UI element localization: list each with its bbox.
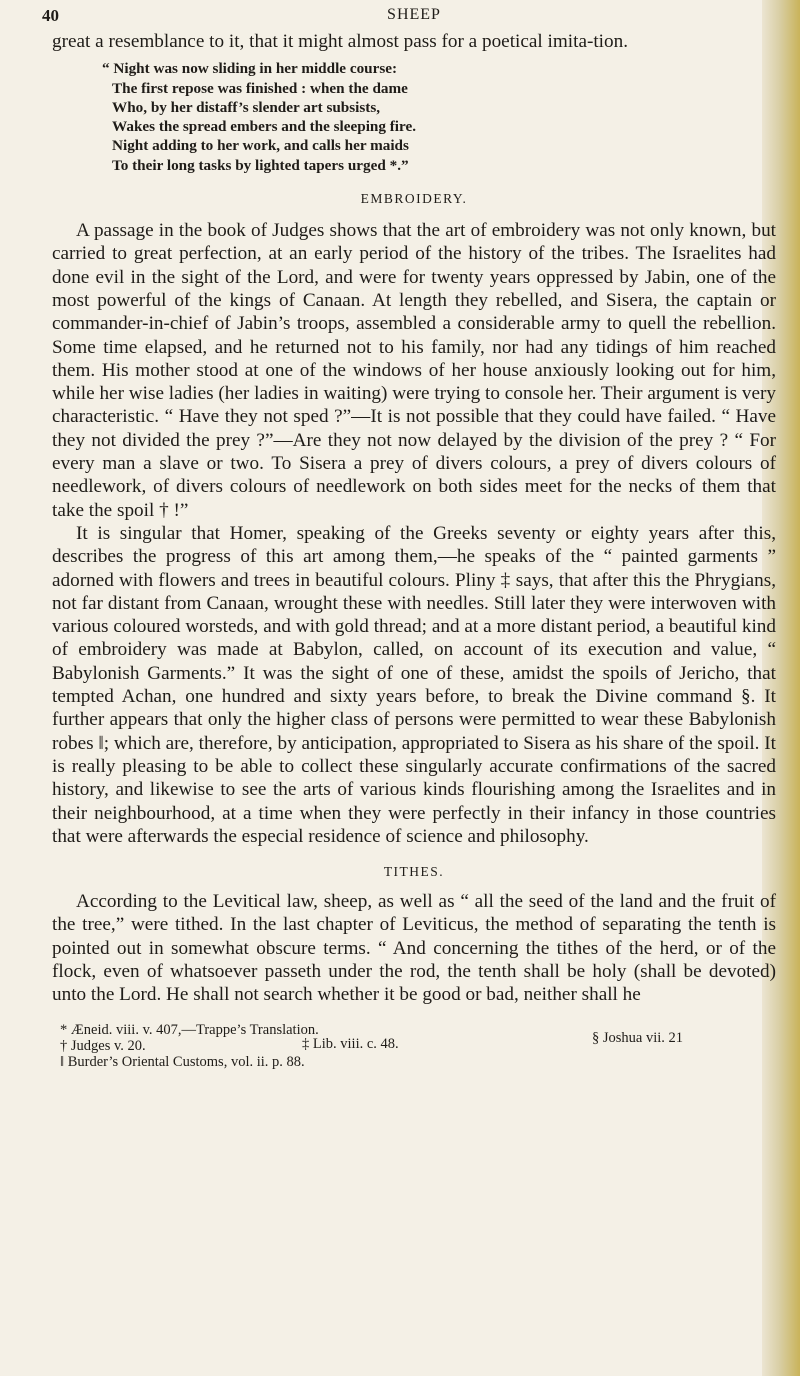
- footnote: ‖ Burder’s Oriental Customs, vol. ii. p. 88.: [60, 1053, 305, 1070]
- page-header: [42, 0, 776, 30]
- verse-line: The first repose was finished : when the dame: [112, 79, 408, 97]
- body-paragraph: A passage in the book of Judges shows that the art of embroidery was not only known, but carried to great perfection, at an early period of the history of the tribes. The Israelites had done evil in the sight of the Lord, and were for twenty years oppressed by Jabin, one of the most powerful of the kings of Canaan. At length they rebelled, and Sisera, the captain or commander-in-chief of Jabin’s troops, assembled a considerable army to quell the rebellion. Some time elapsed, and he returned not to his family, nor had any tidings of him reached them. His mother stood at one of the windows of her house anxiously looking out for him, while her wise ladies (her ladies in waiting) were trying to console her. Their argument is very characteristic. “ Have they not sped ?”—It is not possible that they could have failed. “ Have they not divided the prey ?”—Are they not now delayed by the division of the prey ? “ For every man a slave or two. To Sisera a prey of divers colours, a prey of divers colours of needlework, of divers colours of needlework on both sides meet for the necks of them that take the spoil † !”: [52, 220, 776, 521]
- verse-line: To their long tasks by lighted tapers urged *.”: [112, 156, 409, 174]
- section-heading-embroidery: EMBROIDERY.: [360, 191, 468, 207]
- footnotes: [52, 1023, 776, 1083]
- page-number: 40: [42, 6, 59, 25]
- running-head: SHEEP: [387, 6, 441, 23]
- footnote: * Æneid. viii. v. 407,—Trappe’s Translation.: [60, 1021, 319, 1038]
- intro-paragraph: great a resemblance to it, that it might almost pass for a poetical imita-tion.: [52, 31, 628, 52]
- verse-line: Who, by her distaff’s slender art subsists,: [112, 98, 381, 116]
- book-page: [42, 0, 776, 1083]
- body-paragraph: It is singular that Homer, speaking of the Greeks seventy or eighty years after this, describes the progress of this art among them,—he speaks of the “ painted garments ” adorned with flowers and trees in beautiful colours. Pliny ‡ says, that after this the Phrygians, not far distant from Canaan, wrought these with needles. Still later they were interwoven with various coloured worsteds, and with gold thread; and at a more distant period, a beautiful kind of embroidery was made at Babylon, called, on account of its execution and value, “ Babylonish Garments.” It was the sight of one of these, amidst the spoils of Jericho, that tempted Achan, one hundred and sixty years before, to break the Divine command §. It further appears that only the higher class of persons were permitted to wear these Babylonish robes ‖; which are, therefore, by anticipation, appropriated to Sisera as his share of the spoil. It is really pleasing to be able to collect these singularly accurate confirmations of the sacred history, and likewise to see the arts of various kinds flourishing among the Israelites and in their neighbourhood, at a time when they were perfectly in their infancy in those countries that were afterwards the especial residence of science and philosophy.: [52, 522, 776, 847]
- section-heading-tithes: TITHES.: [383, 864, 445, 880]
- verse-line: Wakes the spread embers and the sleeping fire.: [112, 118, 417, 136]
- footnote: § Joshua vii. 21: [592, 1029, 684, 1046]
- footnote: † Judges v. 20.: [60, 1037, 146, 1054]
- footnote: ‡ Lib. viii. c. 48.: [302, 1035, 399, 1052]
- verse-line: Night adding to her work, and calls her maids: [112, 137, 409, 155]
- body-paragraph: According to the Levitical law, sheep, as well as “ all the seed of the land and the fruit of the tree,” were tithed. In the last chapter of Leviticus, the method of separating the tenth is pointed out in somewhat obscure terms. “ And concerning the tithes of the herd, or of the flock, even of whatsoever passeth under the rod, the tenth shall be holy (shall be devoted) unto the Lord. He shall not search whether it be good or bad, neither shall he: [52, 891, 776, 1006]
- verse-line: “ Night was now sliding in her middle course:: [102, 60, 398, 78]
- verse-quotation: [102, 59, 776, 175]
